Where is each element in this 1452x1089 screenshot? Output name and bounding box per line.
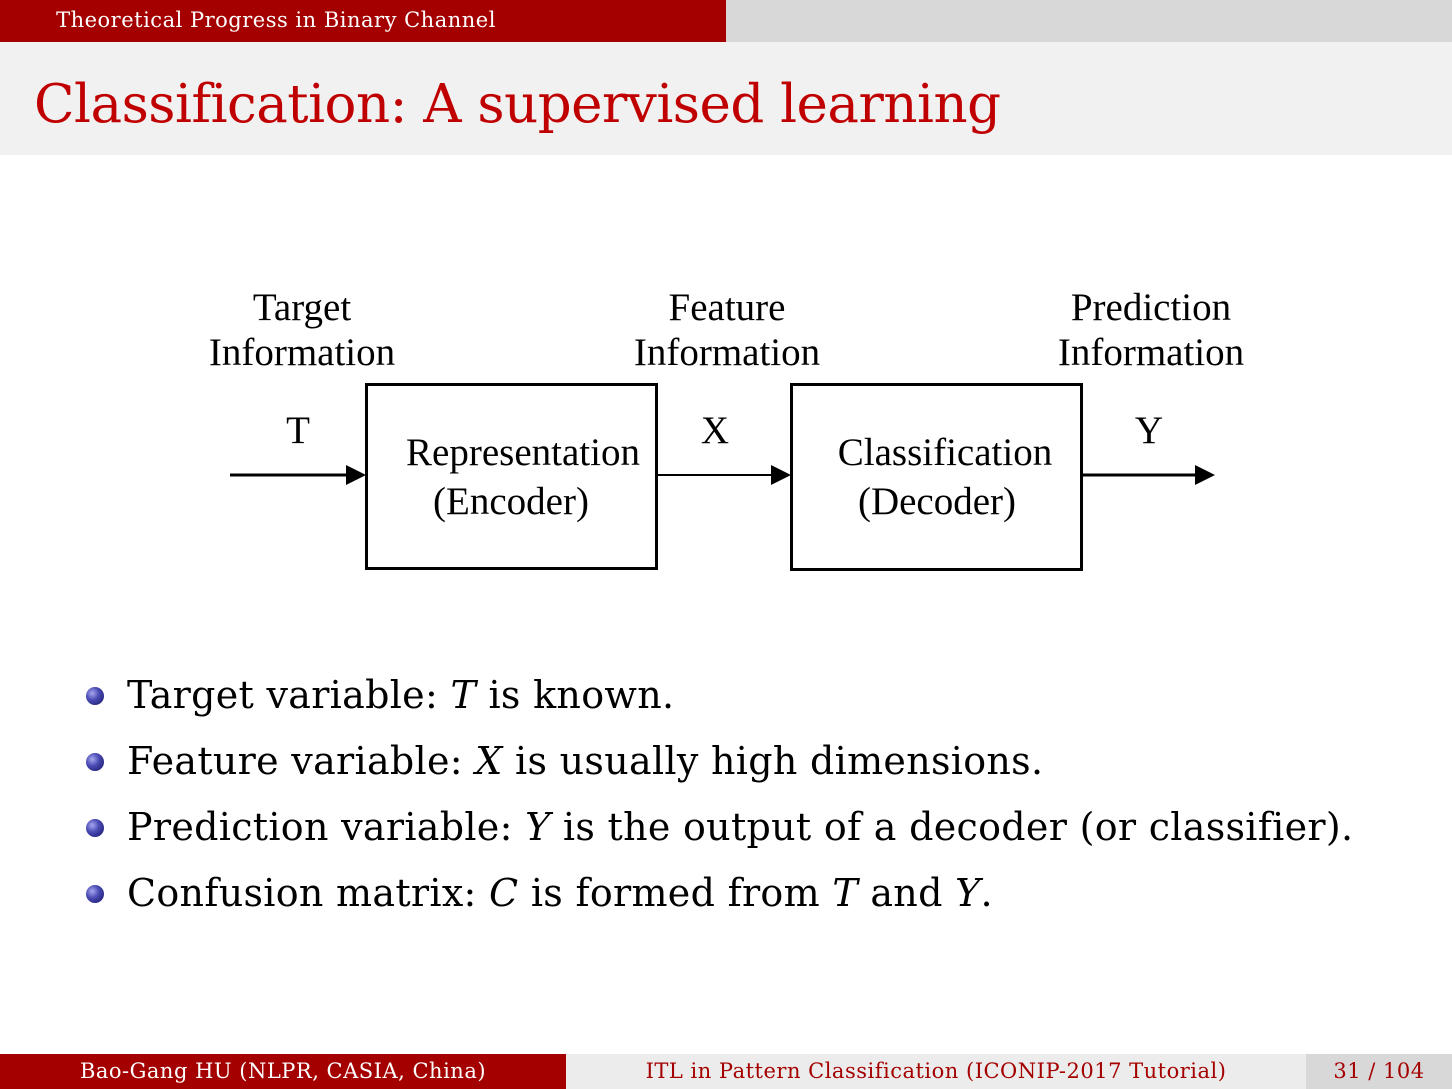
arrow-y-head	[1195, 465, 1215, 485]
prediction-information-label	[1058, 285, 1244, 375]
encoder-box-label	[406, 428, 640, 526]
header-bar	[0, 0, 1452, 42]
list-item	[84, 798, 1353, 864]
bullet-text: Confusion matrix:	[127, 871, 490, 915]
encoder-box-line-1: Representation	[406, 431, 640, 474]
bullet-list	[84, 666, 1353, 930]
prediction-label-line-2: Information	[1057, 331, 1245, 374]
feature-label-line-2: Information	[633, 331, 821, 374]
bullet-text: is usually high dimensions.	[502, 739, 1044, 783]
math-variable: X	[475, 739, 503, 783]
arrow-t-head	[346, 465, 366, 485]
arrow-x-head	[771, 465, 791, 485]
decoder-box-label	[838, 428, 1052, 526]
bullet-text: and	[857, 871, 956, 915]
y-symbol: Y	[1134, 409, 1164, 452]
bullet-text: Feature variable:	[127, 739, 476, 783]
bullet-icon	[86, 819, 104, 837]
math-variable: T	[832, 871, 858, 915]
target-information-label	[209, 285, 395, 375]
feature-label-line-1: Feature	[668, 286, 786, 329]
feature-information-label	[634, 285, 820, 375]
bullet-icon	[86, 687, 104, 705]
list-item	[84, 732, 1353, 798]
math-variable: Y	[525, 805, 551, 849]
section-title[interactable]	[0, 0, 726, 42]
footer-page-number[interactable]: 31 / 104	[1306, 1054, 1452, 1089]
x-symbol: X	[700, 409, 730, 452]
bullet-icon	[86, 885, 104, 903]
bullet-text: is the output of a decoder (or classifier).	[550, 805, 1354, 849]
encoder-box-line-2: (Encoder)	[433, 480, 589, 523]
footer-talk-title[interactable]: ITL in Pattern Classification (ICONIP-2017 Tutorial)	[566, 1054, 1306, 1089]
page-title: Classification: A supervised learning	[34, 74, 1001, 135]
target-label-line-1: Target	[252, 286, 352, 329]
math-variable: T	[450, 673, 477, 717]
section-title-text: Theoretical Progress in Binary Channel	[56, 8, 496, 32]
decoder-box-line-1: Classification	[837, 431, 1053, 474]
bullet-text: Prediction variable:	[127, 805, 526, 849]
decoder-box-line-2: (Decoder)	[857, 480, 1017, 523]
bullet-icon	[86, 753, 104, 771]
bullet-text: is known.	[476, 673, 675, 717]
list-item	[84, 864, 1353, 930]
bullet-text: .	[980, 871, 993, 915]
target-label-line-2: Information	[208, 331, 396, 374]
list-item	[84, 666, 1353, 732]
bullet-text: is formed from	[518, 871, 833, 915]
footer	[0, 1054, 1452, 1089]
footer-author[interactable]: Bao-Gang HU (NLPR, CASIA, China)	[0, 1054, 566, 1089]
encoder-decoder-diagram	[0, 260, 1452, 600]
math-variable: Y	[955, 871, 981, 915]
t-symbol: T	[286, 409, 310, 452]
prediction-label-line-1: Prediction	[1070, 286, 1232, 329]
math-variable: C	[489, 871, 519, 915]
bullet-text: Target variable:	[127, 673, 451, 717]
